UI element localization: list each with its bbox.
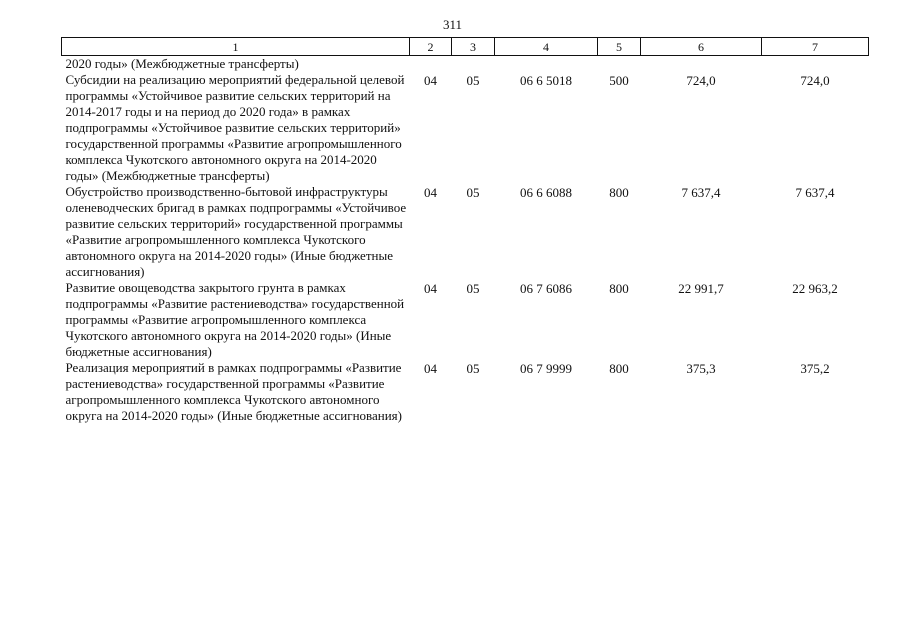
row-target-article: 06 6 6088: [520, 185, 572, 200]
header-col-4: 4: [495, 38, 598, 56]
row-target-article: 06 7 6086: [520, 281, 572, 296]
header-col-3: 3: [452, 38, 495, 56]
row-expense-type: 800: [609, 281, 629, 296]
row-amount-1: 724,0: [686, 73, 716, 88]
row-expense-type: 800: [609, 361, 629, 376]
row-amount-1: 7 637,4: [681, 185, 721, 200]
budget-table: [61, 37, 869, 424]
row-subsection: 05: [466, 361, 480, 376]
row-subsection: 05: [466, 281, 480, 296]
row-amount-2: 724,0: [800, 73, 830, 88]
continuation-row: [62, 56, 869, 73]
row-expense-type: 500: [609, 73, 629, 88]
page-number: 311: [442, 17, 463, 32]
row-subsection: 05: [466, 185, 480, 200]
header-col-2: 2: [410, 38, 452, 56]
row-description: Субсидии на реализацию мероприятий федеральной целевой программы «Устойчивое развитие сельских территорий на 2014-2017 годы и на период до 2020 года» в рамках подпрограммы «Устойчивое развитие сельских территорий» государственной программы «Развитие агропромышленного комплекса Чукотского автономного округа на 2014-2020 годы» (Межбюджетные трансферты): [65, 72, 405, 183]
row-amount-1: 375,3: [686, 361, 716, 376]
row-expense-type: 800: [609, 185, 629, 200]
continuation-text: 2020 годы» (Межбюджетные трансферты): [65, 56, 299, 71]
row-amount-2: 7 637,4: [795, 185, 835, 200]
header-col-5: 5: [598, 38, 641, 56]
row-amount-2: 22 963,2: [792, 281, 838, 296]
table-row: [62, 72, 869, 184]
header-col-7: 7: [762, 38, 869, 56]
row-target-article: 06 7 9999: [520, 361, 572, 376]
table-row: [62, 280, 869, 360]
row-section: 04: [424, 361, 437, 376]
table-row: [62, 360, 869, 424]
table-row: [62, 184, 869, 280]
row-amount-2: 375,2: [800, 361, 830, 376]
table-header-row: [62, 38, 869, 56]
row-section: 04: [424, 281, 437, 296]
header-col-1: 1: [62, 38, 410, 56]
header-col-6: 6: [641, 38, 762, 56]
row-section: 04: [424, 185, 437, 200]
row-amount-1: 22 991,7: [678, 281, 724, 296]
row-target-article: 06 6 5018: [520, 73, 572, 88]
row-description: Обустройство производственно-бытовой инфраструктуры оленеводческих бригад в рамках подпрограммы «Устойчивое развитие сельских территорий» государственной программы «Развитие агропромышленного комплекса Чукотского автономного округа на 2014-2020 годы» (Иные бюджетные ассигнования): [65, 184, 407, 279]
row-description: Реализация мероприятий в рамках подпрограммы «Развитие растениеводства» государственной программы «Развитие агропромышленного комплекса Чукотского автономного округа на 2014-2020 годы» (Иные бюджетные ассигнования): [65, 360, 402, 423]
row-description: Развитие овощеводства закрытого грунта в рамках подпрограммы «Развитие растениеводства» государственной программы «Развитие агропромышленного комплекса Чукотского автономного округа на 2014-2020 годы» (Иные бюджетные ассигнования): [65, 280, 405, 359]
row-section: 04: [424, 73, 437, 88]
row-subsection: 05: [466, 73, 480, 88]
